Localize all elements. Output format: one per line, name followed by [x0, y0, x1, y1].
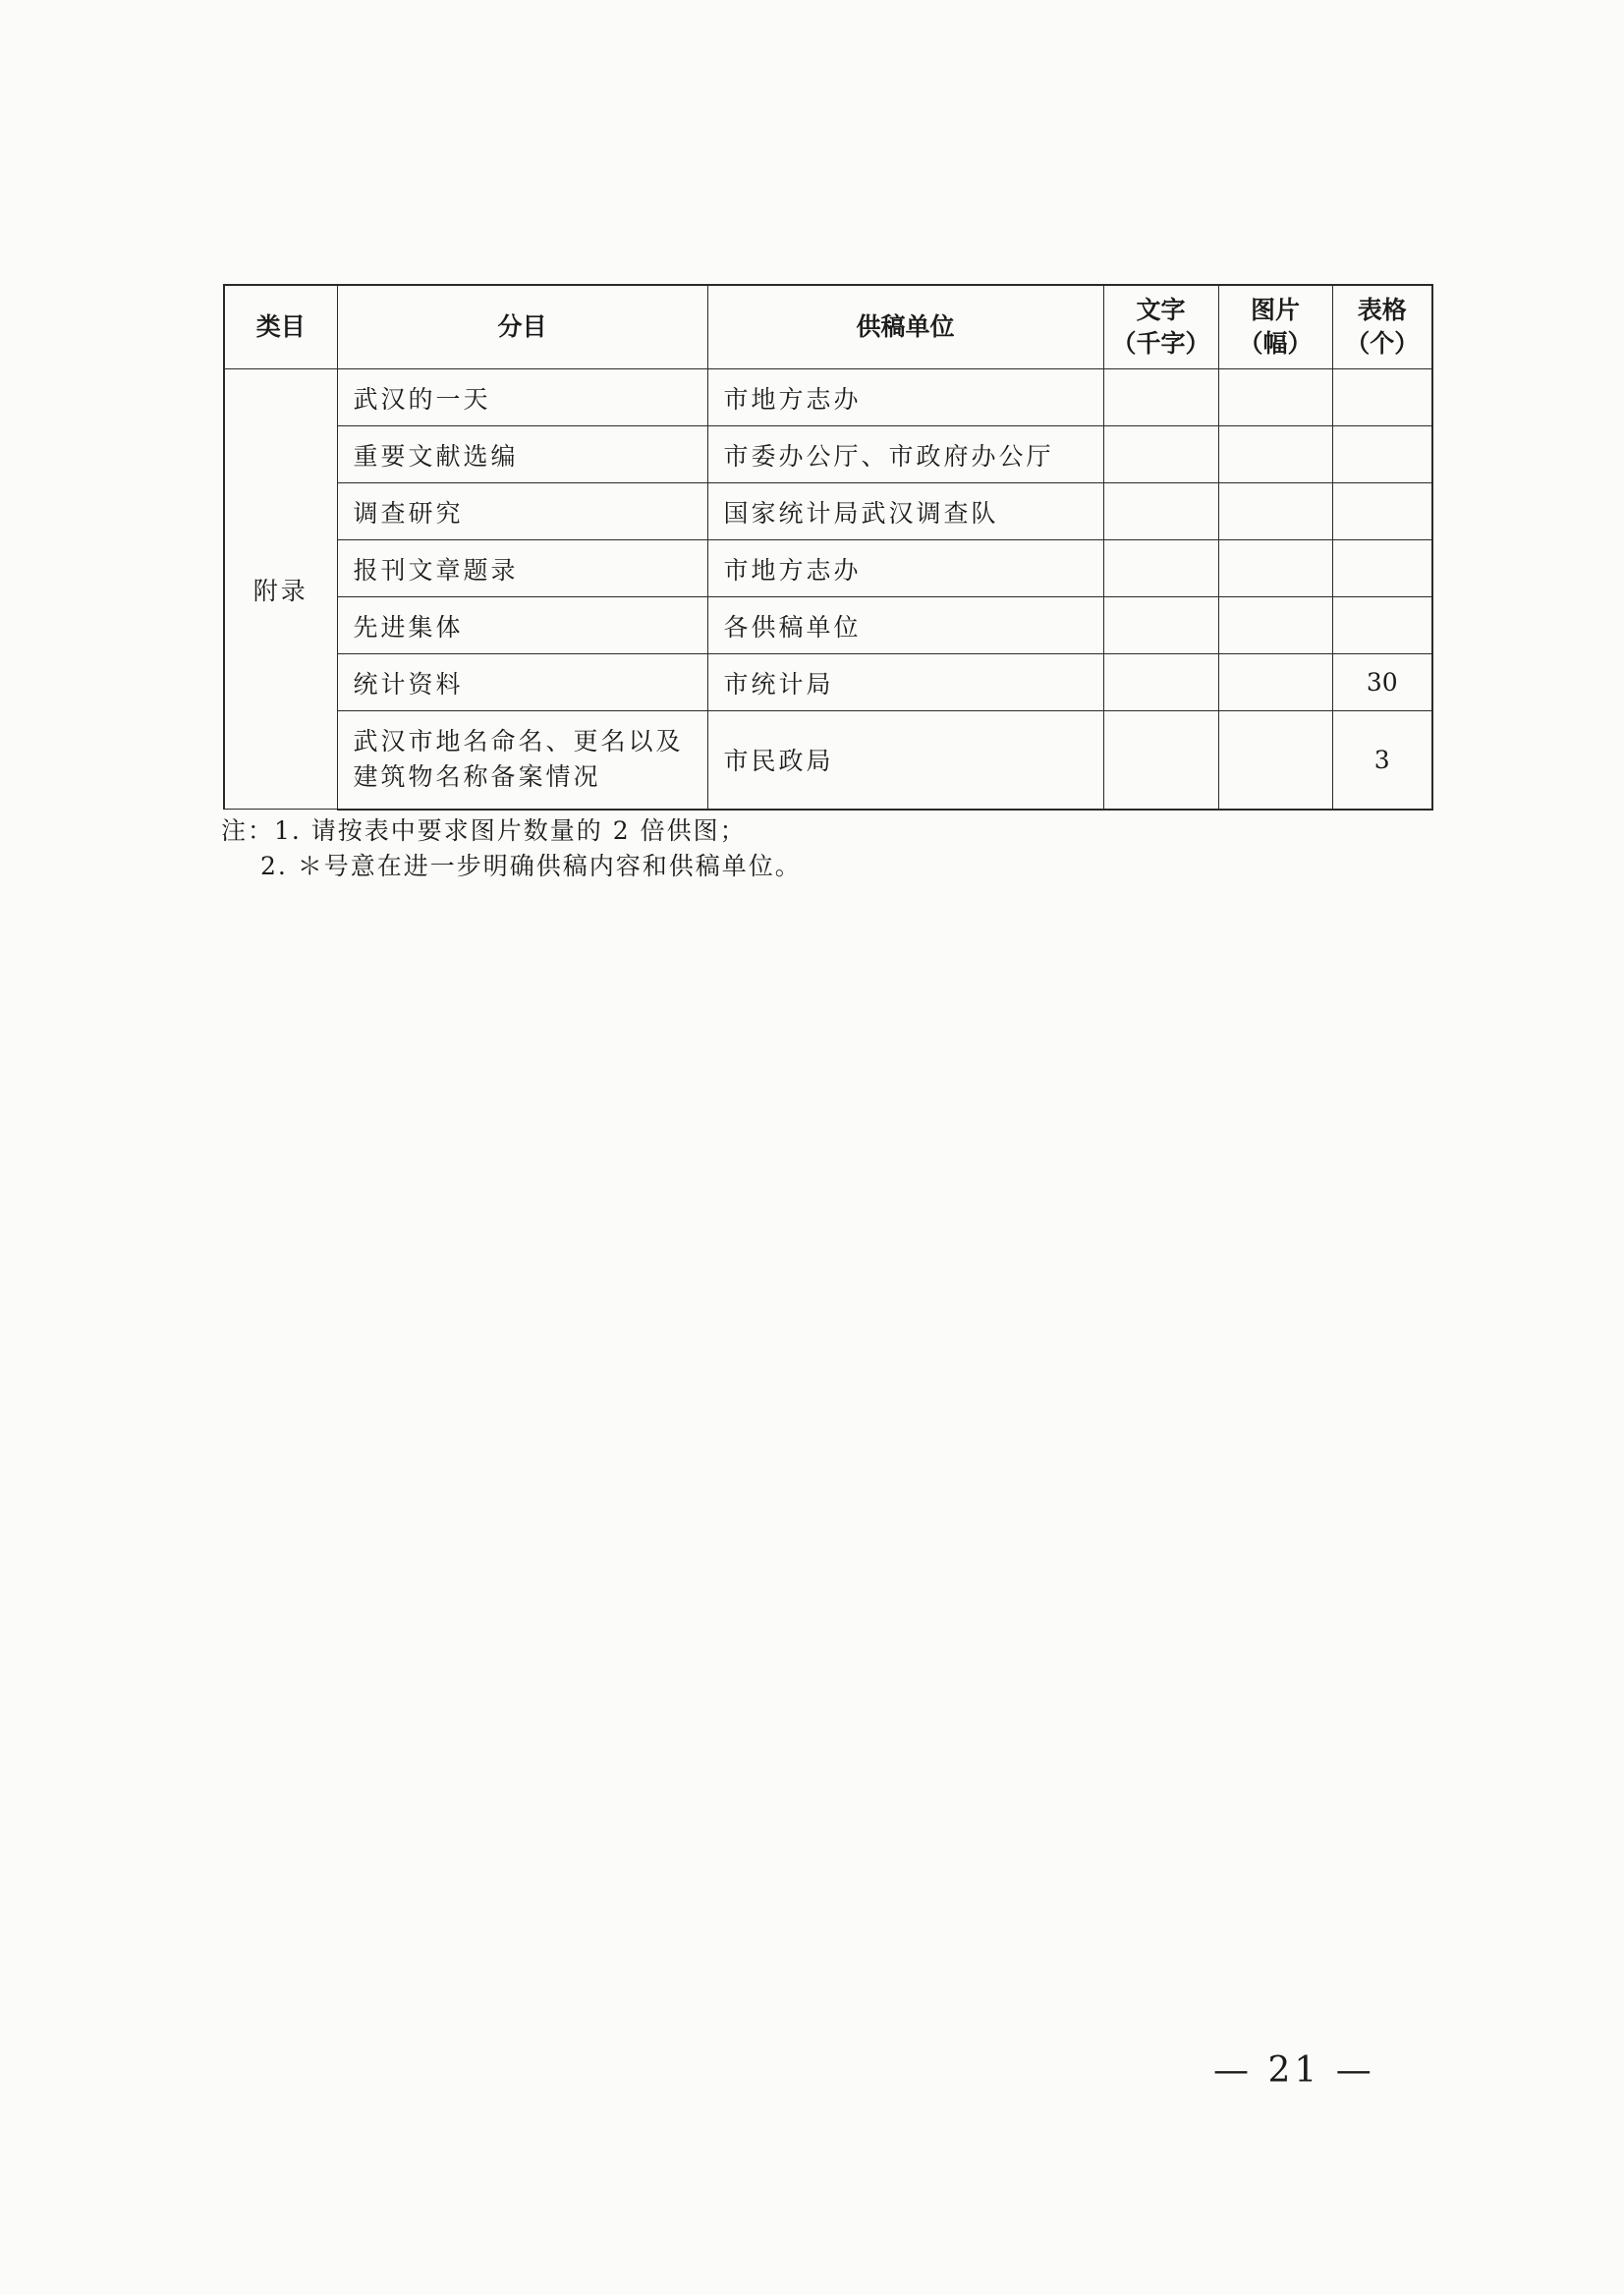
table-row: [224, 483, 1432, 540]
subcategory-cell: 调查研究: [337, 483, 707, 540]
table-row: [224, 597, 1432, 654]
text-count-cell: [1103, 540, 1218, 597]
note-2: 2. ＊号意在进一步明确供稿内容和供稿单位。: [260, 852, 802, 880]
subcategory-line2: 建筑物名称备案情况: [353, 762, 601, 792]
unit-cell: 市民政局: [707, 711, 1103, 810]
header-text-count: [1103, 285, 1218, 369]
appendix-table: [223, 284, 1433, 811]
table-count-cell: 3: [1332, 711, 1432, 810]
subcategory-cell: 报刊文章题录: [337, 540, 707, 597]
table-count-cell: 30: [1332, 654, 1432, 711]
table-count-cell: [1332, 597, 1432, 654]
header-tables-line2: （个）: [1345, 329, 1420, 358]
text-count-cell: [1103, 483, 1218, 540]
image-count-cell: [1218, 540, 1332, 597]
image-count-cell: [1218, 597, 1332, 654]
table-count-cell: [1332, 426, 1432, 483]
header-unit: 供稿单位: [707, 285, 1103, 369]
table-row: [224, 540, 1432, 597]
header-text-line2: （千字）: [1111, 329, 1210, 358]
image-count-cell: [1218, 426, 1332, 483]
text-count-cell: [1103, 597, 1218, 654]
unit-cell: 市委办公厅、市政府办公厅: [707, 426, 1103, 483]
table-row: [224, 426, 1432, 483]
text-count-cell: [1103, 426, 1218, 483]
table-header-row: [224, 285, 1432, 369]
text-count-cell: [1103, 711, 1218, 810]
table-count-cell: [1332, 540, 1432, 597]
table-row: [224, 711, 1432, 810]
subcategory-cell: 统计资料: [337, 654, 707, 711]
unit-cell: 国家统计局武汉调查队: [707, 483, 1103, 540]
page-number: — 21 —: [1213, 2050, 1375, 2091]
subcategory-cell: 重要文献选编: [337, 426, 707, 483]
header-text-line1: 文字: [1136, 296, 1186, 324]
unit-cell: 各供稿单位: [707, 597, 1103, 654]
text-count-cell: [1103, 654, 1218, 711]
subcategory-line1: 武汉市地名命名、更名以及: [353, 727, 684, 756]
subcategory-cell: 先进集体: [337, 597, 707, 654]
header-image-count: [1218, 285, 1332, 369]
header-subcategory: 分目: [337, 285, 707, 369]
table-row: [224, 369, 1432, 426]
unit-cell: 市地方志办: [707, 369, 1103, 426]
note-1: 注：1. 请按表中要求图片数量的 2 倍供图；: [221, 816, 747, 845]
text-count-cell: [1103, 369, 1218, 426]
subcategory-cell: 武汉的一天: [337, 369, 707, 426]
header-images-line2: （幅）: [1238, 329, 1313, 358]
header-category: 类目: [224, 285, 337, 369]
image-count-cell: [1218, 369, 1332, 426]
table-notes: [221, 813, 802, 884]
image-count-cell: [1218, 711, 1332, 810]
category-cell: 附录: [224, 369, 337, 810]
table-row: [224, 654, 1432, 711]
unit-cell: 市统计局: [707, 654, 1103, 711]
image-count-cell: [1218, 654, 1332, 711]
table-count-cell: [1332, 369, 1432, 426]
header-tables-line1: 表格: [1357, 296, 1407, 324]
header-table-count: [1332, 285, 1432, 369]
table-count-cell: [1332, 483, 1432, 540]
image-count-cell: [1218, 483, 1332, 540]
header-images-line1: 图片: [1250, 296, 1300, 324]
subcategory-cell: [337, 711, 707, 810]
unit-cell: 市地方志办: [707, 540, 1103, 597]
